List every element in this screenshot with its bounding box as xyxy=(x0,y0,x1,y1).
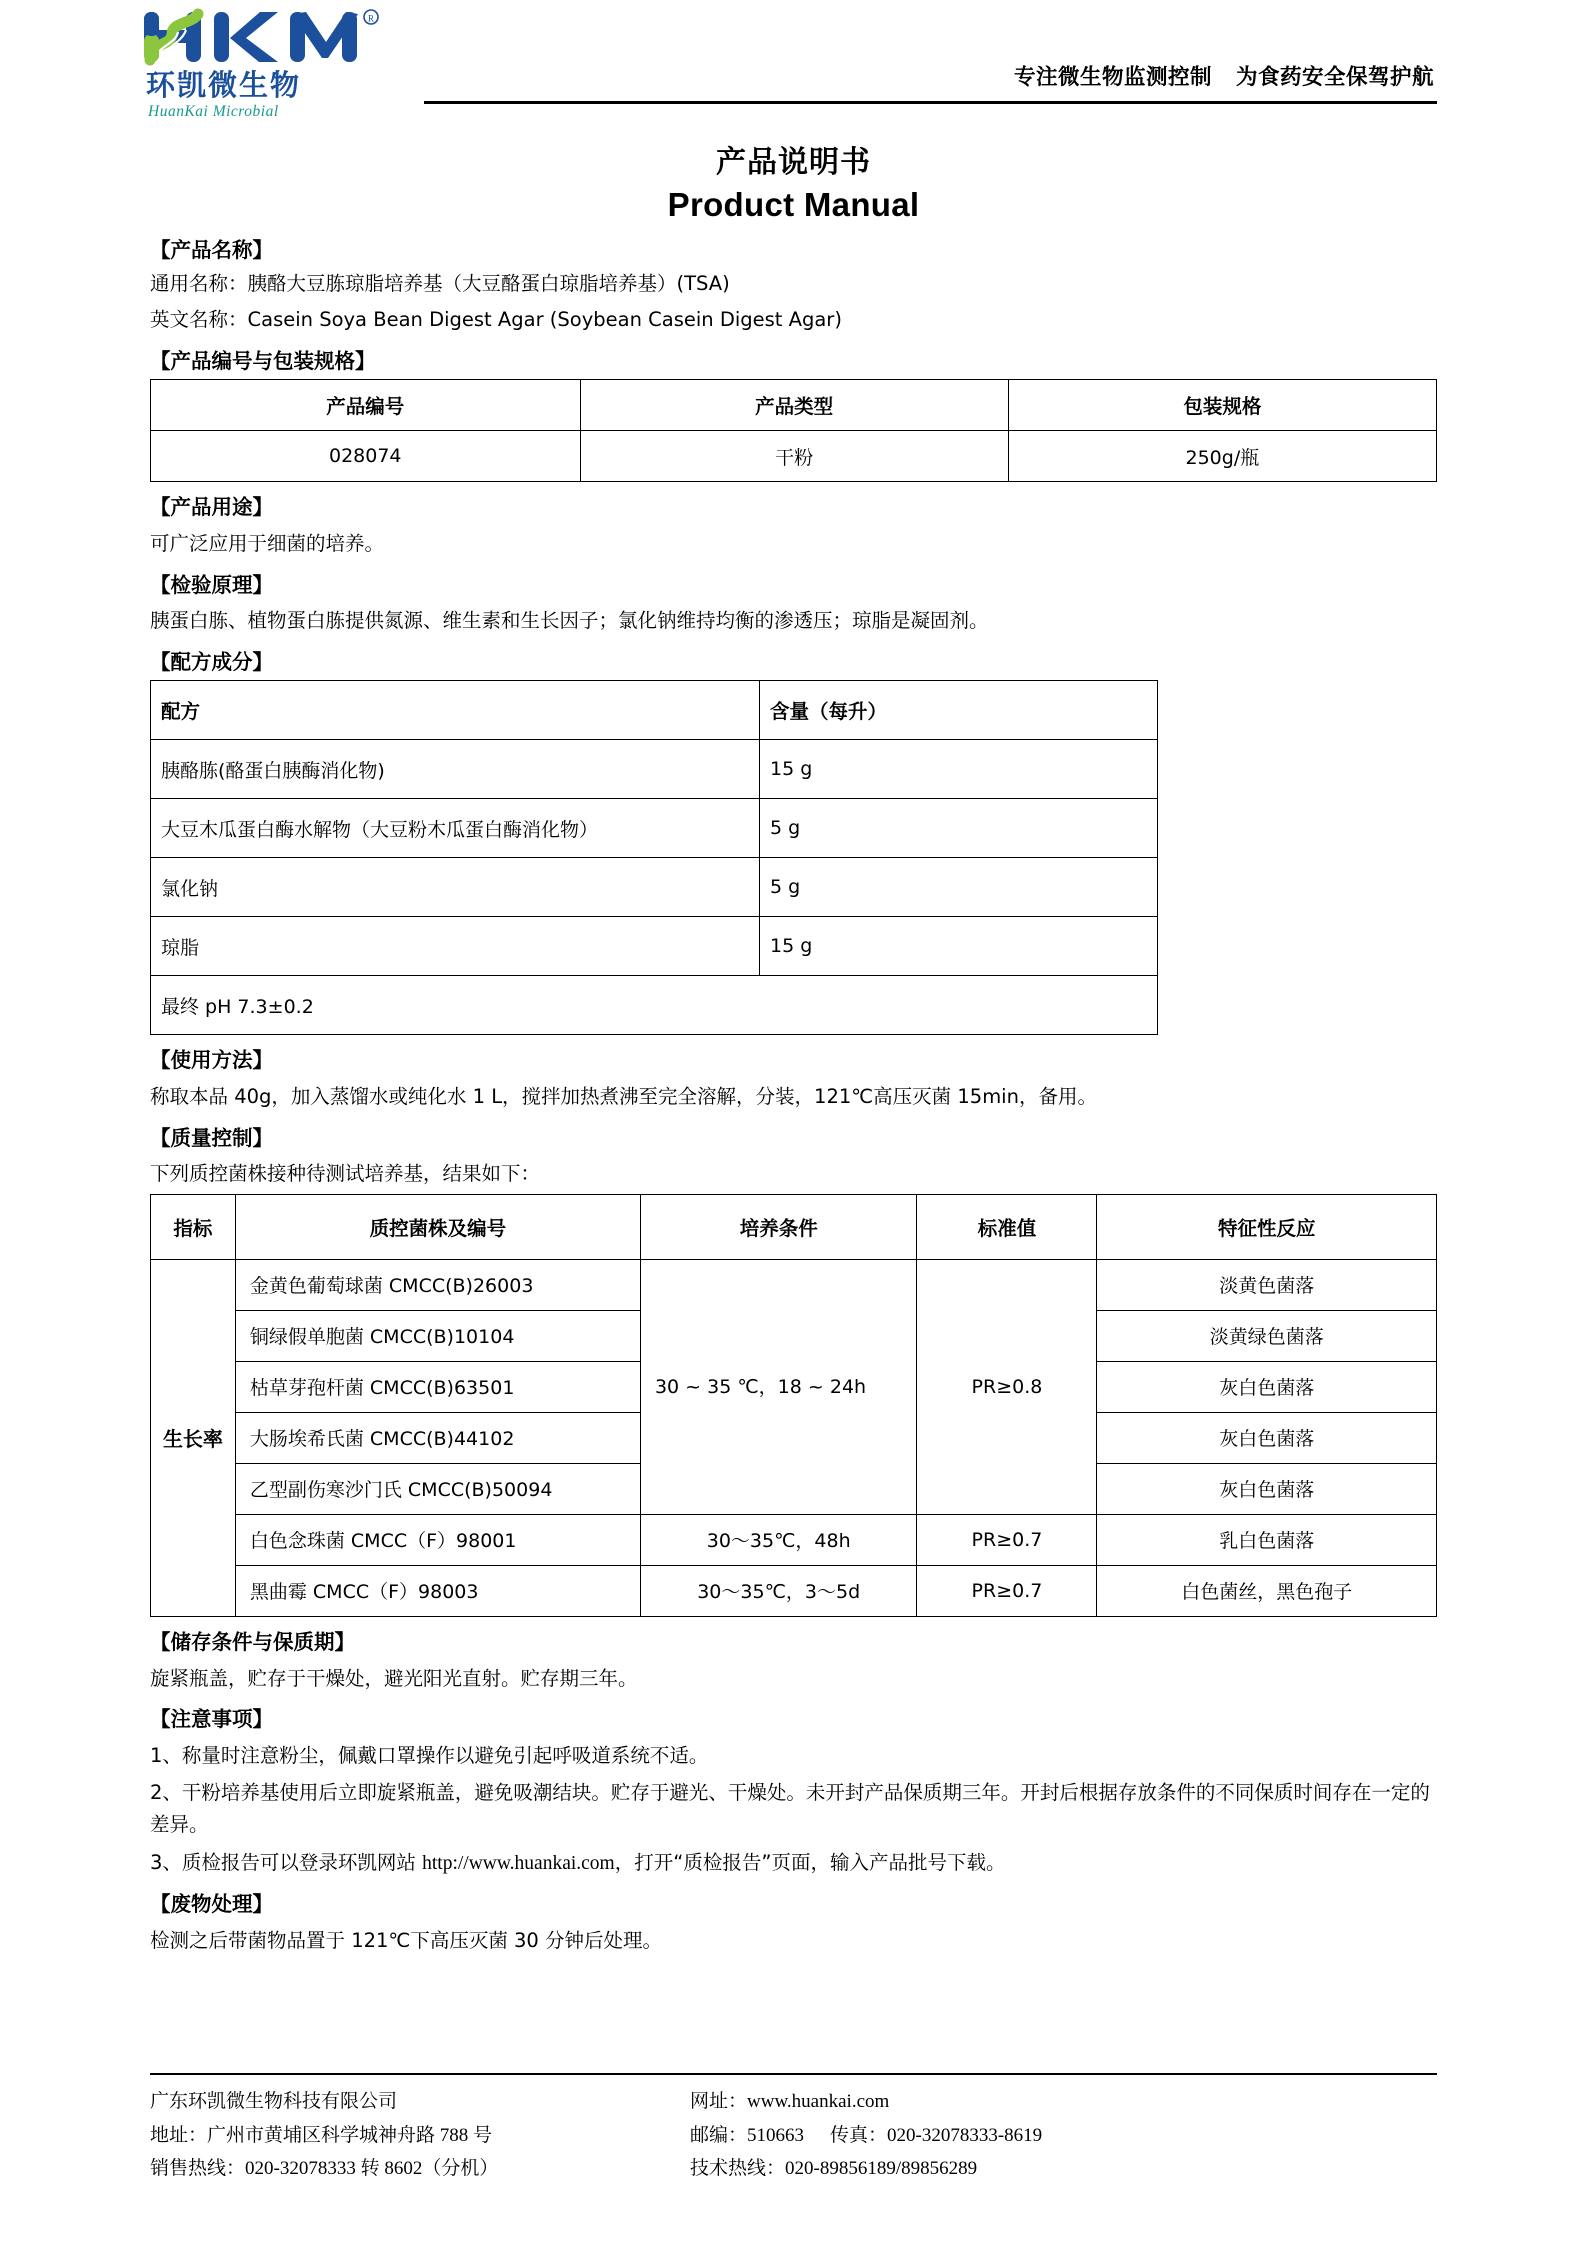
table-row xyxy=(151,740,1158,799)
formula-name-3: 琼脂 xyxy=(151,917,760,976)
qc-col-condition: 培养条件 xyxy=(640,1194,916,1259)
qc-strain-3: 大肠埃希氏菌 CMCC(B)44102 xyxy=(235,1412,640,1463)
footer-left-column xyxy=(150,2085,690,2185)
footer-address: 地址：广州市黄埔区科学城神舟路 788 号 xyxy=(150,2124,493,2146)
note-item-3-pre: 3、质检报告可以登录环凯网站 xyxy=(150,1850,423,1874)
qc-condition-5: 30～35℃，48h xyxy=(640,1514,916,1565)
qc-strain-1: 铜绿假单胞菌 CMCC(B)10104 xyxy=(235,1310,640,1361)
principle-text: 胰蛋白胨、植物蛋白胨提供氮源、维生素和生长因子；氯化钠维持均衡的渗透压；琼脂是凝固剂。 xyxy=(150,609,989,633)
quality-control-intro: 下列质控菌株接种待测试培养基，结果如下： xyxy=(150,1162,541,1186)
qc-condition-6: 30～35℃，3～5d xyxy=(640,1565,916,1616)
table-row xyxy=(151,1514,1437,1565)
section-heading-principle: 【检验原理】 xyxy=(150,572,273,597)
waste-text: 检测之后带菌物品置于 121℃下高压灭菌 30 分钟后处理。 xyxy=(150,1928,663,1952)
svg-text:R: R xyxy=(367,13,375,24)
footer-postcode-fax-line xyxy=(690,2119,1437,2152)
footer-content xyxy=(150,2085,1437,2185)
formula-col-name: 配方 xyxy=(151,681,760,740)
purpose-text: 可广泛应用于细菌的培养。 xyxy=(150,531,385,555)
hkm-logo-icon xyxy=(142,8,392,70)
header-right xyxy=(424,60,1437,118)
header-divider xyxy=(424,101,1437,104)
qc-strain-0: 金黄色葡萄球菌 CMCC(B)26003 xyxy=(235,1259,640,1310)
qc-strain-5: 白色念珠菌 CMCC（F）98001 xyxy=(235,1514,640,1565)
footer-website[interactable]: 网址：www.huankai.com xyxy=(690,2091,890,2113)
spec-col-package: 包装规格 xyxy=(1008,380,1436,431)
english-name-value: Casein Soya Bean Digest Agar (Soybean Casein Digest Agar) xyxy=(247,308,842,331)
table-row-ph xyxy=(151,976,1158,1035)
section-heading-storage: 【储存条件与保质期】 xyxy=(150,1629,355,1654)
storage-text: 旋紧瓶盖，贮存于干燥处，避光阳光直射。贮存期三年。 xyxy=(150,1666,638,1690)
english-name-label: 英文名称： xyxy=(150,308,248,331)
page-title-cn: 产品说明书 xyxy=(716,145,871,180)
table-header-row xyxy=(151,380,1437,431)
section-heading-product-name: 【产品名称】 xyxy=(150,237,273,262)
table-header-row xyxy=(151,1194,1437,1259)
formula-amount-1: 5 g xyxy=(760,799,1158,858)
generic-name-value: 胰酪大豆胨琼脂培养基（大豆酪蛋白琼脂培养基）(TSA) xyxy=(247,272,730,296)
table-row xyxy=(151,431,1437,482)
qc-condition-group: 30 ~ 35 ℃，18 ~ 24h xyxy=(640,1259,916,1514)
footer-company: 广东环凯微生物科技有限公司 xyxy=(150,2091,398,2113)
spec-col-product-code: 产品编号 xyxy=(151,380,581,431)
qc-strain-4: 乙型副伤寒沙门氏 CMCC(B)50094 xyxy=(235,1463,640,1514)
qc-reaction-5: 乳白色菌落 xyxy=(1097,1514,1437,1565)
formula-amount-2: 5 g xyxy=(760,858,1158,917)
qc-standard-6: PR≥0.7 xyxy=(917,1565,1097,1616)
section-heading-purpose: 【产品用途】 xyxy=(150,495,273,520)
qc-reaction-2: 灰白色菌落 xyxy=(1097,1361,1437,1412)
qc-col-indicator: 指标 xyxy=(151,1194,236,1259)
formula-name-0: 胰酪胨(酪蛋白胰酶消化物) xyxy=(151,740,760,799)
method-text: 称取本品 40g，加入蒸馏水或纯化水 1 L，搅拌加热煮沸至完全溶解，分装，121℃高压灭菌 15min，备用。 xyxy=(150,1085,1097,1109)
company-logo xyxy=(124,0,424,118)
note-item-3-post: ，打开“质检报告”页面，输入产品批号下载。 xyxy=(614,1850,1006,1874)
formula-table xyxy=(150,680,1158,1035)
section-heading-method: 【使用方法】 xyxy=(150,1048,273,1073)
qc-standard-5: PR≥0.7 xyxy=(917,1514,1097,1565)
qc-reaction-1: 淡黄绿色菌落 xyxy=(1097,1310,1437,1361)
qc-col-standard: 标准值 xyxy=(917,1194,1097,1259)
formula-name-1: 大豆木瓜蛋白酶水解物（大豆粉木瓜蛋白酶消化物） xyxy=(151,799,760,858)
section-heading-spec: 【产品编号与包装规格】 xyxy=(150,348,376,373)
note-item-3 xyxy=(150,1847,1437,1880)
logo-chinese-name: 环凯微生物 xyxy=(146,68,302,102)
spec-product-code: 028074 xyxy=(151,431,581,482)
qc-strain-6: 黑曲霉 CMCC（F）98003 xyxy=(235,1565,640,1616)
section-heading-notes: 【注意事项】 xyxy=(150,1707,273,1732)
footer-divider xyxy=(150,2073,1437,2075)
huankai-website-link[interactable]: http://www.huankai.com xyxy=(422,1852,615,1874)
formula-ph-note: 最终 pH 7.3±0.2 xyxy=(151,976,1158,1035)
spec-product-type: 干粉 xyxy=(580,431,1008,482)
generic-name-label: 通用名称： xyxy=(150,272,248,296)
table-row xyxy=(151,799,1158,858)
table-row xyxy=(151,858,1158,917)
formula-col-amount: 含量（每升） xyxy=(760,681,1158,740)
table-row xyxy=(151,1565,1437,1616)
qc-col-reaction: 特征性反应 xyxy=(1097,1194,1437,1259)
spec-table xyxy=(150,379,1437,482)
footer-fax: 传真：020-32078333-8619 xyxy=(830,2124,1043,2146)
table-header-row xyxy=(151,681,1158,740)
section-heading-formula: 【配方成分】 xyxy=(150,649,273,674)
page-footer xyxy=(150,2073,1437,2185)
formula-amount-0: 15 g xyxy=(760,740,1158,799)
qc-indicator-growth-rate: 生长率 xyxy=(151,1259,236,1616)
generic-name-line xyxy=(150,268,1437,300)
qc-standard-group: PR≥0.8 xyxy=(917,1259,1097,1514)
page-header xyxy=(124,0,1437,118)
qc-reaction-4: 灰白色菌落 xyxy=(1097,1463,1437,1514)
footer-tech-hotline: 技术热线：020-89856189/89856289 xyxy=(690,2157,978,2179)
table-row xyxy=(151,1259,1437,1310)
page-title-en: Product Manual xyxy=(667,185,920,223)
note-item-1: 1、称量时注意粉尘，佩戴口罩操作以避免引起呼吸道系统不适。 xyxy=(150,1743,709,1767)
footer-postcode: 邮编：510663 xyxy=(690,2124,805,2146)
qc-reaction-3: 灰白色菌落 xyxy=(1097,1412,1437,1463)
company-tagline: 专注微生物监测控制 为食药安全保驾护航 xyxy=(1014,65,1434,90)
footer-sales-hotline: 销售热线：020-32078333 转 8602（分机） xyxy=(150,2157,499,2179)
qc-col-strain: 质控菌株及编号 xyxy=(235,1194,640,1259)
spec-package: 250g/瓶 xyxy=(1008,431,1436,482)
english-name-line xyxy=(150,304,1437,336)
note-item-2: 2、干粉培养基使用后立即旋紧瓶盖，避免吸潮结块。贮存于避光、干燥处。未开封产品保质期三年。开封后根据存放条件的不同保质时间存在一定的差异。 xyxy=(150,1781,1430,1836)
quality-control-table xyxy=(150,1194,1437,1617)
qc-reaction-0: 淡黄色菌落 xyxy=(1097,1259,1437,1310)
footer-right-column xyxy=(690,2085,1437,2185)
section-heading-quality-control: 【质量控制】 xyxy=(150,1125,273,1150)
formula-name-2: 氯化钠 xyxy=(151,858,760,917)
logo-english-name: HuanKai Microbial xyxy=(148,103,279,120)
section-heading-waste: 【废物处理】 xyxy=(150,1892,273,1917)
qc-reaction-6: 白色菌丝，黑色孢子 xyxy=(1097,1565,1437,1616)
table-row xyxy=(151,917,1158,976)
spec-col-product-type: 产品类型 xyxy=(580,380,1008,431)
formula-amount-3: 15 g xyxy=(760,917,1158,976)
qc-strain-2: 枯草芽孢杆菌 CMCC(B)63501 xyxy=(235,1361,640,1412)
